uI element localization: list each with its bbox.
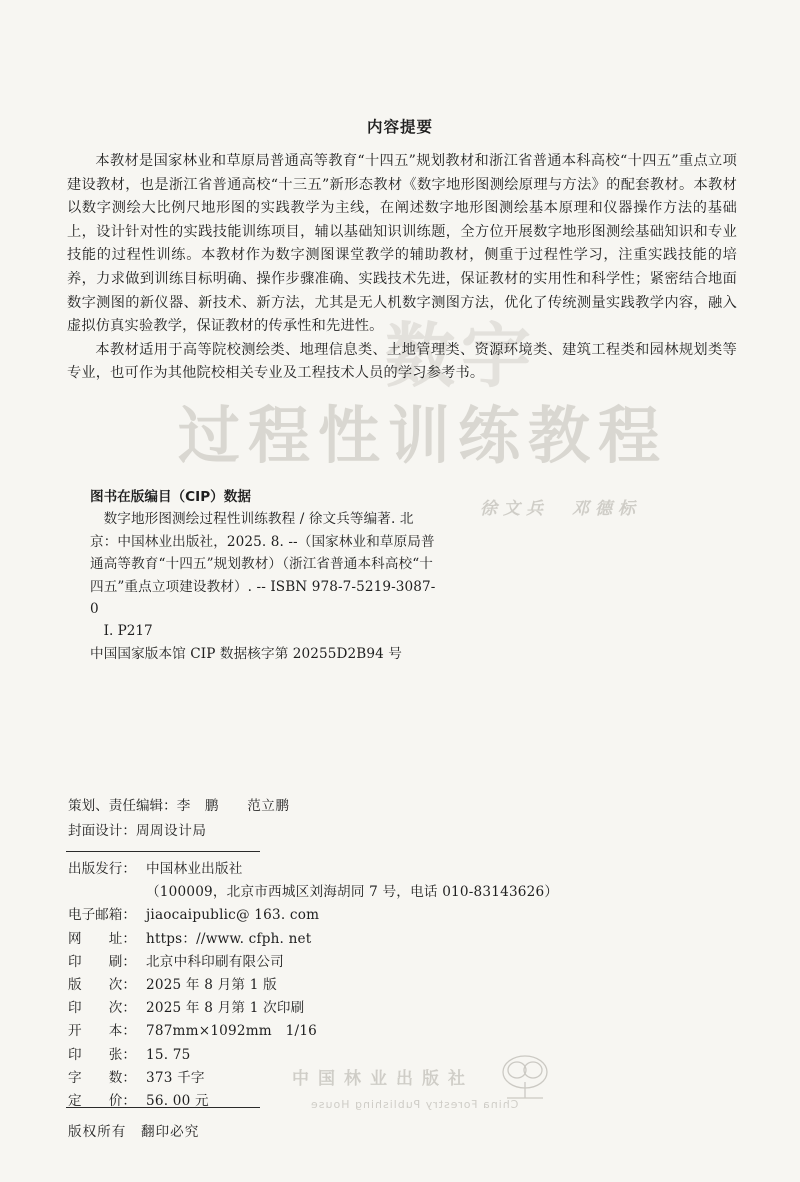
show-through-authors: 徐文兵 邓德标 xyxy=(480,499,641,519)
cover-design-row xyxy=(68,819,290,844)
show-through-title: 过程性训练教程 xyxy=(178,399,669,472)
colophon-value: 15. 75 xyxy=(146,1046,191,1063)
copyright-notice: 版权所有 翻印必究 xyxy=(68,1124,200,1140)
show-through-title-upper: 数字 xyxy=(385,315,537,397)
colophon-row-printer xyxy=(68,951,558,974)
editors-block xyxy=(68,794,290,844)
colophon-label: 版 次： xyxy=(68,977,136,994)
colophon xyxy=(68,858,558,1113)
colophon-value: 2025 年 8 月第 1 次印刷 xyxy=(146,1000,305,1017)
cover-design-value: 周周设计局 xyxy=(135,823,207,839)
colophon-row-price xyxy=(68,1090,558,1113)
colophon-row-website xyxy=(68,928,558,951)
colophon-row-word-count xyxy=(68,1067,558,1090)
colophon-label: 印 张： xyxy=(68,1046,136,1063)
summary-body xyxy=(67,150,737,386)
colophon-label: 印 次： xyxy=(68,1000,136,1017)
editor-value: 李 鹏 范立鹏 xyxy=(176,798,290,814)
colophon-row-sheets xyxy=(68,1044,558,1067)
colophon-row-format xyxy=(68,1020,558,1043)
colophon-row-printing xyxy=(68,997,558,1020)
show-through-publisher: 中国林业出版社 xyxy=(292,1069,474,1089)
editor-label: 策划、责任编辑： xyxy=(68,798,177,814)
colophon-label: 电子邮箱： xyxy=(68,907,136,924)
colophon-value: 373 千字 xyxy=(146,1069,205,1086)
colophon-row-edition xyxy=(68,974,558,997)
colophon-label: 网 址： xyxy=(68,930,136,947)
cip-heading: 图书在版编目（CIP）数据 xyxy=(90,489,251,505)
colophon-value: 中国林业出版社 xyxy=(146,861,243,877)
colophon-row-publisher xyxy=(68,858,558,881)
colophon-row-address xyxy=(68,881,558,904)
colophon-value: https：//www. cfph. net xyxy=(146,930,312,947)
colophon-label: 开 本： xyxy=(68,1023,136,1040)
cip-entry: 数字地形图测绘过程性训练教程 / 徐文兵等编著. 北京：中国林业出版社，2025. 8. --（国家林业和草原局普通高等教育“十四五”规划教材）（浙江省普通本科高校“十四五”重点立项建设教材）. -- ISBN 978-7-5219-3087-0 xyxy=(90,511,436,618)
cover-design-label: 封面设计： xyxy=(68,823,136,839)
colophon-label: 定 价： xyxy=(68,1093,136,1110)
colophon-value: jiaocaipublic@ 163. com xyxy=(146,907,320,924)
colophon-label: 印 刷： xyxy=(68,953,136,970)
colophon-label: 出版发行： xyxy=(68,861,136,877)
cip-number: 中国国家版本馆 CIP 数据核字第 20255D2B94 号 xyxy=(90,645,402,662)
cip-classification: Ⅰ. P217 xyxy=(103,623,153,640)
summary-paragraph: 本教材是国家林业和草原局普通高等教育“十四五”规划教材和浙江省普通本科高校“十四五”重点立项建设教材，也是浙江省普通高校“十三五”新形态教材《数字地形图测绘原理与方法》的配套教材。本教材以数字测绘大比例尺地形图的实践教学为主线，在阐述数字地形图测绘基本原理和仪器操作方法的基础上，设计针对性的实践技能训练项目，辅以基础知识训练题，全方位开展数字地形图测绘基础知识和专业技能的过程性训练。本教材作为数字测图课堂教学的辅助教材，侧重于过程性学习，注重实践技能的培养，力求做到训练目标明确、操作步骤准确、实践技术先进，保证教材的实用性和科学性；紧密结合地面数字测图的新仪器、新技术、新方法，尤其是无人机数字测图方法，优化了传统测量实践教学内容，融入虚拟仿真实验教学，保证教材的传承性和先进性。 xyxy=(67,153,737,335)
colophon-value: 787mm×1092mm 1/16 xyxy=(146,1023,318,1040)
summary-paragraph: 本教材适用于高等院校测绘类、地理信息类、土地管理类、资源环境类、建筑工程类和园林规划类等专业，也可作为其他院校相关专业及工程技术人员的学习参考书。 xyxy=(67,341,737,382)
editor-row xyxy=(68,794,290,819)
colophon-row-email xyxy=(68,904,558,927)
summary-heading: 内容提要 xyxy=(366,118,433,136)
colophon-address: （100009，北京市西城区刘海胡同 7 号，电话 010-83143626） xyxy=(146,884,559,901)
colophon-value: 2025 年 8 月第 1 版 xyxy=(146,977,277,994)
colophon-value: 56. 00 元 xyxy=(146,1093,209,1110)
divider xyxy=(66,1107,260,1108)
divider xyxy=(66,851,260,852)
colophon-value: 北京中科印刷有限公司 xyxy=(146,953,284,970)
colophon-label: 字 数： xyxy=(68,1069,136,1086)
cip-block xyxy=(90,486,440,665)
show-through-publisher-en: China Forestry Publishing House xyxy=(310,1098,519,1111)
